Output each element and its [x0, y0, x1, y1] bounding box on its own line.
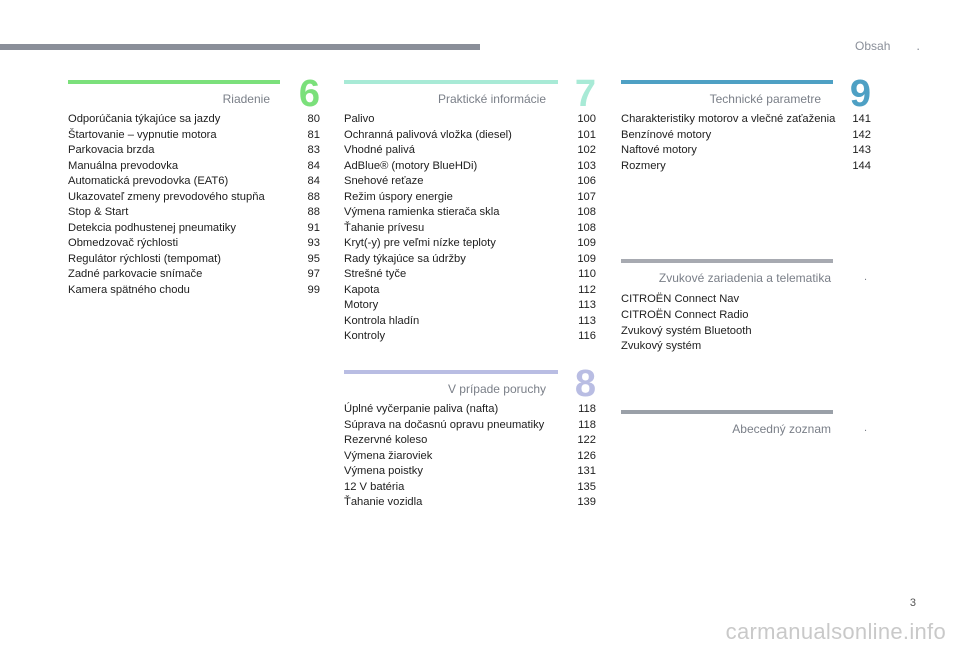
- toc-entry-page: 83: [307, 144, 320, 156]
- toc-entry[interactable]: [344, 449, 596, 465]
- section-zvukove: [621, 259, 871, 355]
- toc-entry-page: 93: [307, 237, 320, 249]
- toc-entry-label: Rezervné koleso: [344, 434, 428, 446]
- toc-entry[interactable]: [68, 283, 320, 299]
- section-title[interactable]: Abecedný zoznam: [732, 422, 831, 436]
- section-header: [344, 73, 596, 115]
- section-color-bar: [68, 80, 280, 84]
- toc-entry-label: Režim úspory energie: [344, 190, 453, 203]
- toc-entry[interactable]: [68, 267, 320, 283]
- toc-entry-page: 108: [577, 221, 596, 234]
- section-color-bar: [344, 80, 558, 84]
- toc-entry-label: Zadné parkovacie snímače: [68, 268, 203, 280]
- toc-entry-label: Rozmery: [621, 159, 666, 172]
- toc-entry-page: 88: [307, 190, 320, 203]
- toc-entry-label: Manuálna prevodovka: [68, 159, 179, 172]
- toc-entry-page: 118: [578, 418, 596, 431]
- toc-entry-page: 135: [577, 480, 596, 493]
- section-header: [344, 363, 596, 405]
- toc-list: [344, 112, 596, 345]
- section-color-bar: [344, 370, 558, 374]
- toc-entry-page: 84: [307, 159, 320, 172]
- toc-entry-label: Parkovacia brzda: [68, 144, 155, 156]
- toc-entry[interactable]: [344, 190, 596, 206]
- toc-entry-page: 116: [578, 330, 596, 342]
- toc-entry-page: 142: [852, 128, 871, 141]
- section-title[interactable]: Technické parametre: [709, 92, 821, 106]
- toc-entry[interactable]: [68, 205, 320, 221]
- toc-entry-page: 101: [577, 128, 596, 141]
- toc-entry-page: 112: [578, 283, 596, 296]
- toc-entry-page: 91: [307, 221, 320, 234]
- toc-entry[interactable]: [621, 128, 871, 144]
- section-prakticke: [344, 73, 596, 345]
- toc-entry-page: 84: [307, 175, 320, 187]
- toc-entry[interactable]: [68, 190, 320, 206]
- toc-entry[interactable]: [621, 112, 871, 128]
- section-number: 6: [298, 73, 320, 115]
- toc-entry[interactable]: [344, 143, 596, 159]
- toc-entry[interactable]: [68, 143, 320, 159]
- section-number: 8: [574, 363, 596, 405]
- toc-entry[interactable]: [621, 159, 871, 175]
- toc-entry[interactable]: [344, 205, 596, 221]
- toc-entry-label: Ťahanie prívesu: [344, 221, 425, 234]
- list-item[interactable]: CITROËN Connect Nav: [621, 293, 740, 305]
- section-bullet: .: [863, 422, 867, 434]
- toc-entry-page: 113: [578, 314, 596, 327]
- toc-entry-page: 108: [577, 206, 596, 218]
- toc-entry[interactable]: [344, 298, 596, 314]
- list-item[interactable]: CITROËN Connect Radio: [621, 308, 749, 321]
- toc-entry[interactable]: [68, 221, 320, 237]
- toc-entry-label: Detekcia podhustenej pneumatiky: [68, 221, 236, 234]
- toc-entry-label: Benzínové motory: [621, 128, 712, 141]
- toc-entry-label: Vhodné palivá: [344, 144, 415, 156]
- toc-entry-label: Úplné vyčerpanie paliva (nafta): [344, 403, 499, 415]
- toc-entry-page: 97: [307, 268, 320, 280]
- toc-entry[interactable]: [344, 252, 596, 268]
- toc-entry-label: Odporúčania týkajúce sa jazdy: [68, 113, 221, 125]
- toc-entry-page: 100: [577, 113, 596, 125]
- toc-list: [621, 112, 871, 174]
- toc-entry-label: Kontrola hladín: [344, 314, 420, 327]
- section-color-bar: [621, 80, 833, 84]
- toc-entry-label: Kontroly: [344, 330, 386, 342]
- toc-entry-page: 81: [307, 128, 320, 141]
- toc-entry-page: 103: [577, 159, 596, 172]
- toc-entry-label: Palivo: [344, 113, 375, 125]
- toc-entry[interactable]: [344, 221, 596, 237]
- toc-list: [344, 402, 596, 511]
- toc-entry[interactable]: [344, 267, 596, 283]
- toc-entry-label: Výmena poistky: [344, 465, 423, 477]
- section-header: [68, 73, 320, 115]
- toc-entry-page: 118: [578, 403, 596, 415]
- top-decor-bar: [0, 44, 480, 50]
- header-bullet: .: [916, 38, 920, 53]
- section-color-bar: [621, 410, 833, 414]
- toc-entry-page: 99: [307, 283, 320, 296]
- toc-entry[interactable]: [344, 329, 596, 345]
- toc-entry-page: 144: [852, 159, 871, 172]
- toc-entry-label: Kamera spätného chodu: [68, 283, 190, 296]
- page-number: 3: [909, 597, 916, 609]
- watermark: carmanualsonline.info: [725, 619, 946, 644]
- toc-entry-label: Výmena žiaroviek: [344, 449, 433, 462]
- toc-entry-label: Motory: [344, 299, 379, 311]
- toc-entry-label: Kapota: [344, 283, 380, 296]
- toc-entry-label: Regulátor rýchlosti (tempomat): [68, 252, 221, 265]
- toc-entry-label: Súprava na dočasnú opravu pneumatiky: [344, 418, 545, 431]
- section-number: 9: [849, 73, 871, 115]
- toc-entry-label: Automatická prevodovka (EAT6): [68, 175, 229, 187]
- toc-entry-label: Ukazovateľ zmeny prevodového stupňa: [68, 190, 265, 203]
- toc-entry[interactable]: [344, 283, 596, 299]
- toc-entry[interactable]: [68, 236, 320, 252]
- section-abecedny: [621, 410, 871, 440]
- section-color-bar: [621, 259, 833, 263]
- toc-entry-label: Strešné tyče: [344, 268, 407, 280]
- toc-entry-page: 141: [852, 113, 871, 125]
- toc-entry[interactable]: [344, 314, 596, 330]
- toc-entry-page: 143: [852, 144, 871, 156]
- toc-entry[interactable]: [344, 236, 596, 252]
- toc-entry-label: Obmedzovač rýchlosti: [68, 237, 179, 249]
- toc-entry[interactable]: [68, 252, 320, 268]
- toc-entry-label: Kryt(-y) pre veľmi nízke teploty: [344, 237, 496, 249]
- list-item[interactable]: Zvukový systém Bluetooth: [621, 324, 752, 337]
- toc-entry-page: 139: [577, 496, 596, 508]
- section-poruchy: [344, 363, 596, 511]
- toc-entry[interactable]: [344, 433, 596, 449]
- toc-entry-page: 95: [307, 252, 320, 265]
- list-item[interactable]: Zvukový systém: [621, 340, 702, 353]
- section-title[interactable]: Riadenie: [222, 92, 270, 106]
- toc-entry[interactable]: [621, 143, 871, 159]
- section-bullet: .: [863, 271, 867, 283]
- toc-entry-label: Výmena ramienka stierača skla: [344, 206, 500, 218]
- section-title[interactable]: Zvukové zariadenia a telematika: [658, 271, 831, 285]
- toc-entry-label: Rady týkajúce sa údržby: [344, 252, 466, 265]
- toc-entry[interactable]: [344, 464, 596, 480]
- section-title[interactable]: V prípade poruchy: [447, 382, 546, 396]
- toc-entry[interactable]: [68, 174, 320, 190]
- section-technicke: [621, 73, 871, 174]
- toc-entry[interactable]: [68, 112, 320, 128]
- toc-entry[interactable]: [344, 112, 596, 128]
- section-riadenie: [68, 73, 320, 298]
- toc-entry-page: 88: [307, 206, 320, 218]
- section-header: [621, 259, 871, 289]
- toc-entry-page: 102: [577, 144, 596, 156]
- toc-list: [68, 112, 320, 298]
- toc-entry-label: Snehové reťaze: [344, 175, 424, 187]
- toc-entry[interactable]: [68, 159, 320, 175]
- toc-entry[interactable]: [344, 174, 596, 190]
- item-list: [621, 292, 871, 355]
- section-title[interactable]: Praktické informácie: [437, 92, 546, 106]
- toc-entry-label: Ťahanie vozidla: [344, 496, 423, 508]
- toc-entry-page: 109: [577, 252, 596, 265]
- header-title[interactable]: Obsah: [855, 38, 891, 53]
- toc-entry-label: Ochranná palivová vložka (diesel): [344, 128, 512, 141]
- toc-entry-label: 12 V batéria: [344, 480, 405, 493]
- section-header: [621, 410, 871, 440]
- toc-entry[interactable]: [344, 159, 596, 175]
- toc-entry-page: 109: [577, 237, 596, 249]
- toc-entry[interactable]: [344, 418, 596, 434]
- section-number: 7: [574, 73, 596, 115]
- toc-entry[interactable]: [344, 480, 596, 496]
- toc-entry-page: 110: [578, 268, 596, 280]
- toc-entry-page: 122: [577, 434, 596, 446]
- toc-entry-page: 80: [307, 113, 320, 125]
- toc-entry-label: Štartovanie – vypnutie motora: [68, 128, 217, 141]
- toc-entry[interactable]: [344, 495, 596, 511]
- page-header: [855, 38, 920, 53]
- toc-entry-page: 107: [577, 190, 596, 203]
- section-header: [621, 73, 871, 115]
- toc-entry-page: 113: [578, 299, 596, 311]
- toc-entry[interactable]: [344, 402, 596, 418]
- toc-entry-label: Charakteristiky motorov a vlečné zaťaženia: [621, 113, 836, 125]
- toc-entry-label: Stop & Start: [68, 206, 129, 218]
- toc-entry-page: 131: [577, 465, 596, 477]
- toc-entry-page: 126: [577, 449, 596, 462]
- toc-entry-label: Naftové motory: [621, 144, 697, 156]
- toc-entry[interactable]: [68, 128, 320, 144]
- toc-entry[interactable]: [344, 128, 596, 144]
- toc-entry-page: 106: [577, 175, 596, 187]
- toc-entry-label: AdBlue® (motory BlueHDi): [344, 159, 478, 172]
